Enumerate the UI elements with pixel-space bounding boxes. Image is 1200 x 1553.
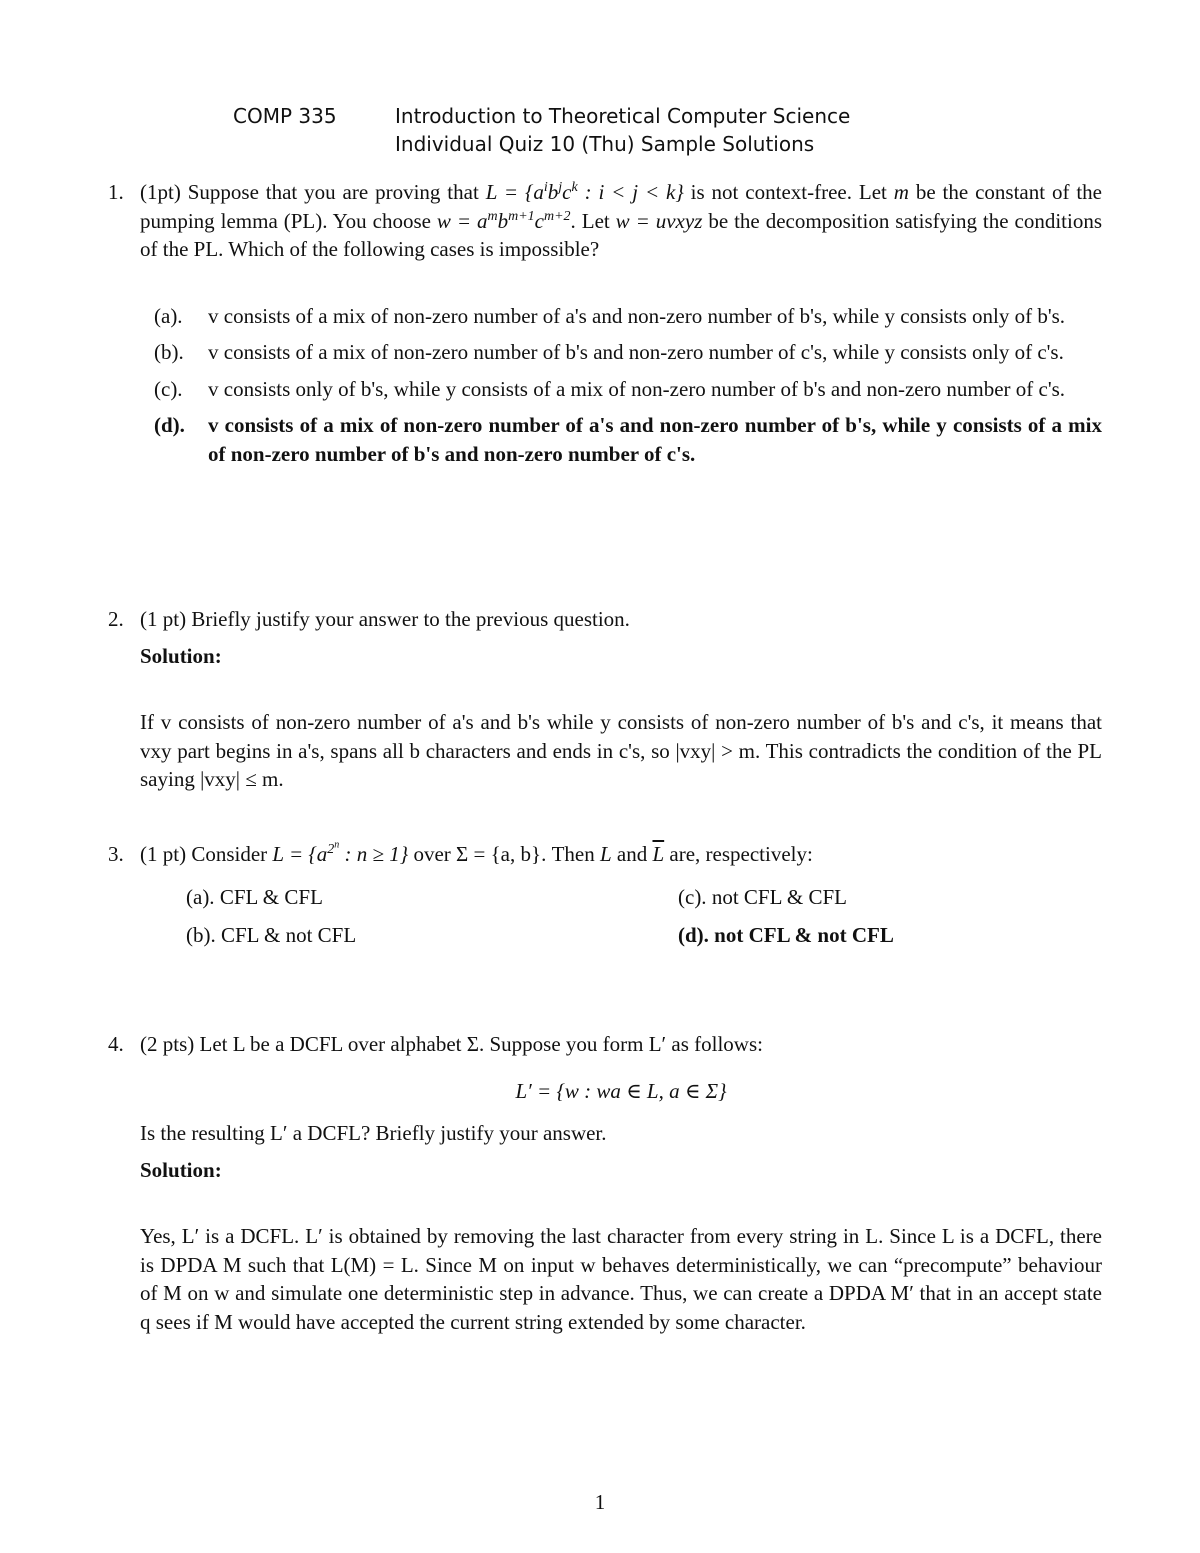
option-a: (a). CFL & CFL (186, 884, 323, 909)
options-grid (140, 881, 1102, 957)
solution-text: If v consists of non-zero number of a's and b's while y consists of non-zero number of b's and c's, it means that vxy part begins in a's, spans all b characters and ends in c's, so |vxy| > m. This contradicts the condition of the PL saying |vxy| ≤ m. (140, 710, 1102, 791)
solution-label: Solution: (140, 643, 222, 668)
question-stem: (2 pts) Let L be a DCFL over alphabet Σ. Suppose you form L′ as follows: (140, 1032, 763, 1056)
question-3 (108, 840, 1102, 957)
question-number: 4. (108, 1032, 124, 1056)
course-code: COMP 335 (233, 104, 337, 128)
question-stem: (1 pt) Consider $L = \{a^{2^n}$ : n ≥ 1} over Σ = {a, b}. Then L and $\overline{L}$ are, respectively: (140, 839, 813, 866)
options-list (154, 302, 1102, 469)
solution-label: Solution: (140, 1157, 222, 1182)
quiz-title: Individual Quiz 10 (Thu) Sample Solutions (395, 132, 815, 156)
complement-symbol: $\overline{L}$ (652, 842, 665, 866)
option-b: (b). v consists of a mix of non-zero number of b's and non-zero number of c's, while y consists only of c's. (154, 340, 1064, 364)
question-stem: (1 pt) Briefly justify your answer to the previous question. (140, 607, 630, 631)
question-number: 3. (108, 842, 124, 866)
question-prompt: Is the resulting L′ a DCFL? Briefly justify your answer. (140, 1121, 607, 1145)
chosen-string: $w = a^mb^{m+1}c^{m+2}$ (436, 208, 571, 233)
question-number: 1. (108, 180, 124, 204)
question-stem: (1pt) Suppose that you are proving that $L = \{a^ib^jc^k$ : i < j < k} is not context-free. Let m be the constant of the pumping lemma (PL). You choose $w = a^mb^{m+1}c^{m+2}$. Let w = uvxyz be the decomposition satisfying the conditions of the PL. Which of the following cases is impossible? (140, 180, 1103, 261)
page-number: 1 (594, 1490, 606, 1514)
option-b: (b). CFL & not CFL (186, 922, 357, 947)
question-2 (108, 605, 1102, 794)
display-equation: L′ = {w : wa ∈ L, a ∈ Σ} (515, 1078, 727, 1103)
question-1 (108, 178, 1102, 476)
question-number: 2. (108, 607, 124, 631)
option-a: (a). v consists of a mix of non-zero number of a's and non-zero number of b's, while y consists only of b's. (154, 303, 1066, 328)
option-c: (c). not CFL & CFL (678, 884, 847, 909)
option-d-correct: (d). v consists of a mix of non-zero number of a's and non-zero number of b's, while y consists of a mix of non-zero number of b's and non-zero number of c's. (154, 413, 1102, 466)
option-c: (c). v consists only of b's, while y consists of a mix of non-zero number of b's and non-zero number of c's. (154, 376, 1066, 401)
question-4 (108, 1030, 1102, 1336)
language-definition: $L = \{a^ib^jc^k$ : i < j < k} (485, 180, 684, 204)
solution-text: Yes, L′ is a DCFL. L′ is obtained by removing the last character from every string in L. Since L is a DCFL, there is DPDA M such that L(M) = L. Since M on input w behaves deterministically, we can “precompute” behaviour of M on w and simulate one deterministic step in advance. Thus, we can create a DPDA M′ that in an accept state q sees if M would have accepted the current string extended by some character. (140, 1224, 1102, 1334)
course-title: Introduction to Theoretical Computer Science (395, 104, 851, 128)
option-d-correct: (d). not CFL & not CFL (678, 922, 894, 947)
